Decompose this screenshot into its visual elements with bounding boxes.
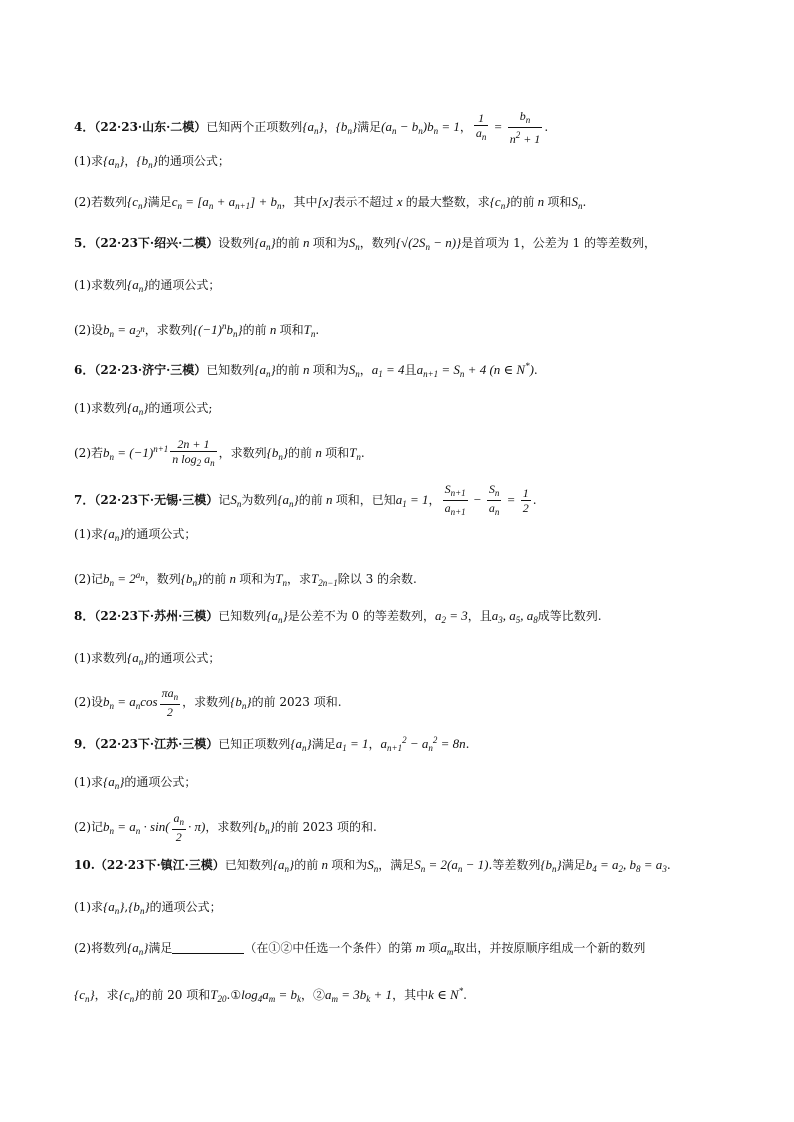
text: ，求 [94, 988, 119, 1002]
math-expr: m [412, 940, 429, 955]
math-fraction: $\frac{1}{2}$ [522, 486, 529, 515]
text: 的前 2023 项和. [251, 695, 342, 709]
text: (1)求 [74, 775, 103, 789]
problem-5-q1 [74, 276, 220, 298]
text: 表示不超过 [333, 195, 394, 209]
math-expr: $S_n$ [348, 235, 360, 252]
text: 且 [404, 363, 417, 377]
text: 的前 [298, 493, 323, 507]
text: 项和为 [239, 572, 276, 586]
math-expr: $\{b_n\}$ [540, 857, 562, 874]
problem-8-stem [74, 607, 602, 629]
text: ，求 [286, 572, 311, 586]
problem-7-stem: 7．（22·23下·无锡·三模）记$S_n$为数列$\{a_n\}$的前 n 项和，已知$a_1 = 1$， $\frac{S_{n+1}}{a_{n+1}}$ − $\frac{S_n}{a_n}$ = $\frac{1}{2}$ . [74, 482, 537, 517]
math-expr: n [318, 857, 332, 872]
text: 的前 20 项和 [139, 988, 211, 1002]
text: 项 [428, 941, 441, 955]
problem-4-q1 [74, 152, 230, 174]
text: (1)求数列 [74, 651, 127, 665]
text: ，② [300, 988, 325, 1002]
math-expr: $b_n = (-1)^{n+1}$ [103, 444, 169, 462]
problem-10-stem [74, 856, 671, 878]
text: . [315, 323, 320, 337]
math-fraction: $\frac{\pi a_n}{2}$ [161, 686, 179, 719]
text: 的通项公式； [149, 900, 222, 914]
problem-7-q2 [74, 566, 417, 592]
text: 的前 2023 项的和. [274, 820, 377, 834]
text: (2)将数列 [74, 941, 127, 955]
problem-6-header: 6．（22·23·济宁·三模） [74, 363, 207, 377]
text: . [666, 858, 671, 872]
problem-7-q1 [74, 525, 196, 547]
text: 满足 [357, 120, 382, 134]
math-expr: $\{b_n\}$ [335, 119, 358, 136]
text: ， [359, 363, 372, 377]
math-expr: $T_n$ [349, 445, 361, 462]
math-expr: $a_2 = 3$ [434, 608, 468, 625]
text: 已知数列 [218, 609, 267, 623]
text: ，满足 [378, 858, 415, 872]
math-expr: $\{a_n\}$ [272, 857, 295, 874]
text: 的前 [510, 195, 535, 209]
text: (2)记 [74, 820, 103, 834]
text: 的前 [294, 858, 319, 872]
math-fraction: $\frac{S_{n+1}}{a_{n+1}}$ [444, 482, 466, 517]
text: ， [368, 737, 381, 751]
math-expr: $\{a_n\}$ [127, 400, 149, 417]
text: ，且 [467, 609, 492, 623]
math-expr: n [299, 235, 313, 250]
text: ，其中 [392, 988, 429, 1002]
text: 的最大整数，求 [405, 195, 490, 209]
text: ， [459, 120, 472, 134]
text: . [582, 195, 587, 209]
math-expr: $a_{n+1}^2 - a_n^2 = 8n$ [380, 735, 466, 753]
math-expr: $\{a_n\}$ [302, 119, 324, 136]
math-expr: $b_n = a_n\cos$ [103, 694, 158, 711]
fill-in-blank [172, 941, 244, 954]
text: . [360, 446, 365, 460]
math-expr: $\{(-1)^nb_n\}$ [192, 321, 243, 339]
text: (2)设 [74, 695, 103, 709]
text: 项和为 [312, 363, 349, 377]
text: 的通项公式； [148, 651, 221, 665]
text: ，数列 [144, 572, 181, 586]
text: 记 [218, 493, 231, 507]
math-expr: $\{a_n\}$ [254, 362, 276, 379]
math-expr: $\{b_n\}$ [266, 445, 289, 462]
text: 项和为 [331, 858, 368, 872]
text: . [463, 988, 467, 1002]
problem-9-header: 9．（22·23下·江苏·三模） [74, 737, 219, 751]
math-fraction: $\frac{2n + 1}{n \log_2 a_n}$ [172, 437, 215, 468]
math-expr: n [322, 492, 336, 507]
text: (2)设 [74, 323, 103, 337]
text: 项和，已知 [335, 493, 396, 507]
text: ，数列 [359, 236, 396, 250]
math-expr: $\{√(2S_n - n)\}$ [395, 235, 462, 252]
math-expr: $a_1 = 1$ [395, 492, 429, 509]
math-expr: $\{b_n\}$ [230, 694, 252, 711]
math-expr: $(a_n - b_n)b_n = 1$ [381, 119, 460, 136]
problem-6-stem [74, 357, 538, 383]
problem-7-header: 7．（22·23下·无锡·三模） [74, 493, 219, 507]
math-expr: $b_4 = a_2$, $b_8 = a_3$ [585, 857, 667, 874]
text: 项和为 [312, 236, 349, 250]
text: . [465, 737, 470, 751]
text: 的通项公式; [148, 401, 213, 415]
math-fraction: $\frac{a_n}{2}$ [173, 811, 185, 844]
math-expr: $\{a_n\}$ [103, 153, 125, 170]
problem-9-q2: (2)记$b_n = a_n \cdot \sin$( $\frac{a_n}{2}$ · π)，求数列$\{b_n\}$的前 2023 项的和. [74, 811, 377, 844]
problem-8-q1 [74, 649, 220, 671]
math-expr: x [393, 194, 406, 209]
text: (1)求 [74, 900, 103, 914]
text: ，求数列 [205, 820, 254, 834]
text: 的通项公式； [124, 775, 197, 789]
text: . [532, 493, 537, 507]
math-expr: $T_{20}$ [210, 987, 227, 1004]
math-expr: $\{a_n\}$ [254, 235, 276, 252]
text: 的前 [202, 572, 227, 586]
text: 满足 [147, 195, 172, 209]
math-expr: $\{a_n\}$ [290, 736, 312, 753]
problem-10-q2-line2 [74, 982, 467, 1008]
text: 已知正项数列 [218, 737, 291, 751]
math-fraction: $\frac{S_n}{a_n}$ [488, 482, 500, 517]
text: 是公差不为 0 的等差数列， [287, 609, 435, 623]
text: ， [124, 154, 137, 168]
text: 的通项公式； [148, 278, 221, 292]
text: （在①②中任选一个条件）的第 [244, 941, 413, 955]
math-expr: $\{c_n\}$ [489, 194, 511, 211]
problem-4-stem: 4．（22·23·山东·二模）已知两个正项数列$\{a_n\}$，$\{b_n\}$满足$(a_n - b_n)b_n = 1$， $\frac{1}{a_n}$ = $\frac{b_n}{n^2 + 1}$ . [74, 109, 549, 146]
math-expr: $\{a_n\}$ [127, 277, 149, 294]
problem-6-q1 [74, 399, 212, 421]
problem-9-stem [74, 731, 470, 757]
text: 项和 [279, 323, 304, 337]
text: , [124, 900, 129, 914]
text: ， [323, 120, 336, 134]
math-expr: $c_n = [a_n + a_{n+1}] + b_n$ [171, 194, 282, 211]
math-expr: n [226, 571, 240, 586]
text: ，其中 [281, 195, 318, 209]
math-expr: $\{a_n\}$ [103, 899, 125, 916]
math-expr: $S_n$ [571, 194, 583, 211]
text: (1)求 [74, 154, 103, 168]
text: ，求数列 [144, 323, 193, 337]
problem-5-q2 [74, 317, 319, 343]
text: 的通项公式； [157, 154, 230, 168]
math-expr: $b_n = a_n \cdot \sin$( [103, 819, 170, 836]
text: 已知两个正项数列 [206, 120, 303, 134]
problem-4-q2 [74, 193, 586, 215]
math-expr: $\{a_n\}$ [266, 608, 288, 625]
math-expr: $\{c_n\}$ [118, 987, 140, 1004]
math-expr: $S_n$ [367, 857, 379, 874]
text: 已知数列 [224, 858, 273, 872]
text: 满足 [148, 941, 173, 955]
math-expr: [x] [317, 194, 334, 209]
math-expr: $\{a_n\}$ [127, 650, 149, 667]
math-expr: $\{a_n\}$ [277, 492, 299, 509]
text: 取出，并按原顺序组成一个新的数列 [453, 941, 646, 955]
text: 设数列 [218, 236, 255, 250]
text: 项和 [325, 446, 350, 460]
math-expr: $\{b_n\}$ [253, 819, 275, 836]
math-fraction: $\frac{b_n}{n^2 + 1}$ [509, 109, 541, 146]
problem-10-header: 10.（22·23下·镇江·三模） [74, 858, 225, 872]
math-expr: $\{a_n\}$ [103, 526, 125, 543]
text: ，求数列 [182, 695, 231, 709]
math-expr: $b_n = 2^{an}$ [103, 570, 145, 588]
math-expr: $\{b_n\}$ [128, 899, 150, 916]
text: 的前 [275, 363, 300, 377]
math-expr: $a_{n+1} = S_n + 4$ (n ∈ N*) [416, 361, 534, 379]
problem-9-q1 [74, 773, 196, 795]
text: ，求数列 [218, 446, 267, 460]
math-expr: $\{b_n\}$ [136, 153, 158, 170]
math-expr: $a_3$, $a_5$, $a_8$ [491, 608, 538, 625]
math-expr: $a_m = 3b_k + 1$ [325, 987, 393, 1004]
math-expr: $a_1 = 1$ [335, 736, 369, 753]
text: (1)求数列 [74, 401, 127, 415]
text: .等差数列 [488, 858, 541, 872]
problem-5-header: 5．（22·23下·绍兴·二模） [74, 236, 219, 250]
math-expr: $T_n$ [303, 322, 316, 339]
math-expr: $\{c_n\}$ [74, 987, 95, 1004]
problem-8-q2 [74, 686, 342, 719]
math-expr: $S_n = 2(a_n - 1)$ [414, 857, 489, 874]
math-expr: $S_n$ [348, 362, 360, 379]
problem-6-q2 [74, 437, 365, 470]
text: 项和 [547, 195, 572, 209]
text: 的前 [275, 236, 300, 250]
text: . [533, 363, 538, 377]
math-expr: $S_n$ [230, 492, 242, 509]
math-expr: $a_1 = 4$ [371, 362, 405, 379]
text: 的前 [288, 446, 313, 460]
text: 的前 [242, 323, 267, 337]
math-expr: $T_{2n-1}$ [310, 571, 338, 588]
text: .① [226, 988, 242, 1002]
text: 是首项为 1，公差为 1 的等差数列， [461, 236, 656, 250]
text: 满足 [561, 858, 586, 872]
math-expr: $\{c_n\}$ [127, 194, 148, 211]
math-expr: n [312, 445, 326, 460]
math-expr: k ∈ N* [428, 986, 464, 1002]
text: 为数列 [241, 493, 278, 507]
text: 成等比数列. [537, 609, 602, 623]
math-fraction: $\frac{1}{a_n}$ [475, 111, 487, 142]
text: ， [428, 493, 441, 507]
math-expr: n [534, 194, 548, 209]
math-expr: $\{a_n\}$ [103, 774, 125, 791]
text: (1)求数列 [74, 278, 127, 292]
text: (1)求 [74, 527, 103, 541]
problem-5-stem [74, 234, 656, 256]
math-expr: $\{a_n\}$ [127, 940, 149, 957]
text: 已知数列 [206, 363, 255, 377]
text: 的通项公式； [124, 527, 197, 541]
problem-10-q1 [74, 898, 222, 920]
math-expr: n [299, 362, 313, 377]
math-expr: $T_n$ [275, 571, 287, 588]
problem-4-header: 4．（22·23·山东·二模） [74, 120, 207, 134]
text: (2)若 [74, 446, 103, 460]
math-expr: $b_n = a_{2n}$ [103, 322, 145, 339]
text: 满足 [311, 737, 336, 751]
problem-8-header: 8．（22·23下·苏州·三模） [74, 609, 219, 623]
math-expr: $\log_4a_m = b_k$ [241, 987, 301, 1004]
math-expr: n [266, 322, 280, 337]
math-expr: $\{b_n\}$ [180, 571, 203, 588]
problem-10-q2-line1 [74, 939, 645, 961]
text: (2)记 [74, 572, 103, 586]
text: (2)若数列 [74, 195, 127, 209]
text: 除以 3 的余数. [337, 572, 417, 586]
math-expr: $a_m$ [440, 940, 454, 957]
